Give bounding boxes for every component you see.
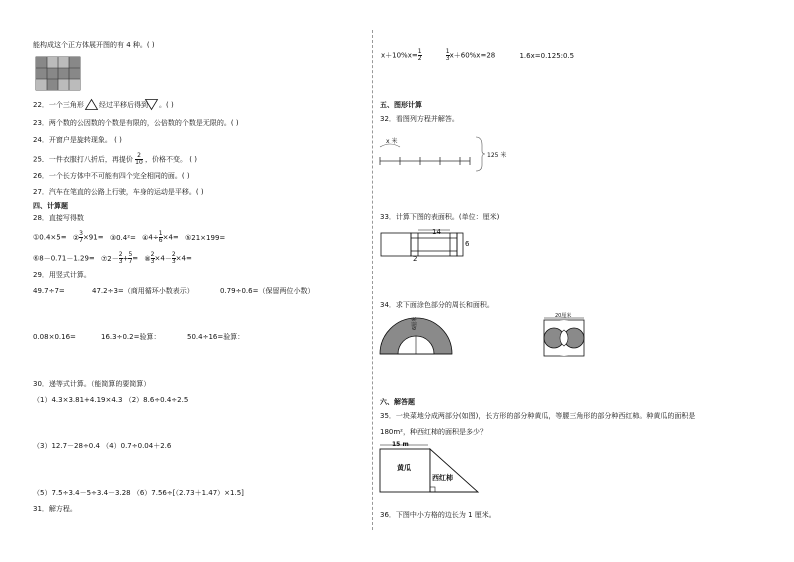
q29-c: 0.79÷0.6=（保留两位小数） bbox=[220, 287, 315, 295]
q29: 29．用竖式计算。 bbox=[33, 271, 91, 279]
equations-row: x＋10%x= $\frac{1}{2}$ $\frac{1}{3}$ x＋60%x=28 1.6x=0.125:0.5 bbox=[381, 48, 575, 62]
q22-suffix: 。( ) bbox=[159, 101, 174, 109]
cube-net-grid bbox=[36, 57, 80, 90]
q35-line1: 35．一块菜地分成两部分(如图)，长方形的部分种黄瓜，等腰三角形的部分种西红柿。种黄瓜的面积是 bbox=[380, 412, 696, 420]
q24: 24．开窗户是旋转现象。 ( ) bbox=[33, 136, 122, 144]
q22-prefix: 22．一个三角形 bbox=[33, 101, 84, 109]
q33-dim-2: 2 bbox=[413, 255, 418, 263]
q28-row1: ①0.4×5= ② $\frac{3}{7}$ ×91= ③0.4²= ④4÷ $\frac{1}{6}$ ×4= ⑤21×199= bbox=[33, 230, 226, 244]
triangle-up-icon bbox=[85, 99, 98, 110]
q35-cucumber-label: 黄瓜 bbox=[397, 464, 411, 472]
q29-a: 49.7÷7= bbox=[33, 287, 65, 295]
q36: 36．下图中小方格的边长为 1 厘米。 bbox=[380, 511, 496, 519]
section-5-heading: 五、图形计算 bbox=[380, 101, 422, 109]
q35-tomato-label: 西红柿 bbox=[432, 474, 453, 482]
section-6-heading: 六、解答题 bbox=[380, 398, 415, 406]
q32: 32．看图列方程并解答。 bbox=[380, 115, 459, 123]
q30: 30．递等式计算。（能简算的要简算） bbox=[33, 380, 151, 388]
q30-3-4: （3）12.7－28÷0.4 （4）0.7÷0.04＋2.6 bbox=[33, 442, 172, 450]
q34-radius-label: 6厘米 bbox=[412, 316, 418, 330]
q33: 33．计算下图的表面积。(单位：厘米) bbox=[380, 213, 500, 221]
q34-diameter-label: 20厘米 bbox=[555, 313, 572, 319]
q25-fraction: $\frac{2}{10}$ bbox=[135, 152, 143, 166]
q33-dim-14: 14 bbox=[432, 228, 441, 236]
q29-e: 16.3÷0.2=验算： bbox=[101, 333, 161, 341]
q30-5-6: （5）7.5÷3.4－5÷3.4－3.28 （6）7.56÷[（2.73＋1.47）×1.5] bbox=[33, 489, 244, 497]
q28-row2: ⑥8－0.71－1.29= ⑦2－ $\frac{2}{3}$ + $\frac{5}{7}$ = ⑧ $\frac{2}{3}$ ×4－ $\frac{2}{3}$ ×4= bbox=[33, 251, 192, 265]
q32-total-label: 125 米 bbox=[487, 152, 507, 159]
q35-15m-label: 15 m bbox=[392, 441, 409, 448]
q28: 28．直接写得数 bbox=[33, 214, 84, 222]
q29-b: 47.2÷3=（商用循环小数表示） bbox=[92, 287, 194, 295]
q26: 26．一个长方体中不可能有四个完全相同的面。( ) bbox=[33, 172, 190, 180]
q35-line2: 180m²，种西红柿的面积是多少？ bbox=[380, 428, 487, 436]
q35-field-figure bbox=[378, 442, 480, 494]
q33-dim-6: 6 bbox=[465, 240, 470, 248]
q32-x-label: x 米 bbox=[386, 138, 398, 145]
q27: 27．汽车在笔直的公路上行驶，车身的运动是平移。( ) bbox=[33, 188, 204, 196]
q34: 34．求下面涂色部分的周长和面积。 bbox=[380, 301, 494, 309]
q29-d: 0.08×0.16= bbox=[33, 333, 76, 341]
q23: 23．两个数的公因数的个数是有限的，公倍数的个数是无限的。( ) bbox=[33, 119, 239, 127]
q25-suffix: ，价格不变。 ( ) bbox=[145, 155, 197, 164]
q30-1-2: （1）4.3×3.81+4.19×4.3 （2）8.6÷0.4÷2.5 bbox=[33, 396, 189, 404]
q29-f: 50.4÷16=验算： bbox=[187, 333, 245, 341]
q21-tail: 能构成这个正方体展开图的有 4 种。( ) bbox=[33, 41, 155, 49]
q25-prefix: 25．一件衣服打八折后，再提价 bbox=[33, 155, 133, 164]
column-divider bbox=[372, 30, 373, 530]
q31: 31．解方程。 bbox=[33, 505, 77, 513]
section-4-heading: 四、计算题 bbox=[33, 202, 68, 210]
triangle-down-icon bbox=[145, 99, 158, 110]
q22-middle: 经过平移后得到 bbox=[99, 101, 148, 109]
q25 bbox=[33, 153, 197, 166]
q33-cuboid-net bbox=[380, 228, 472, 262]
